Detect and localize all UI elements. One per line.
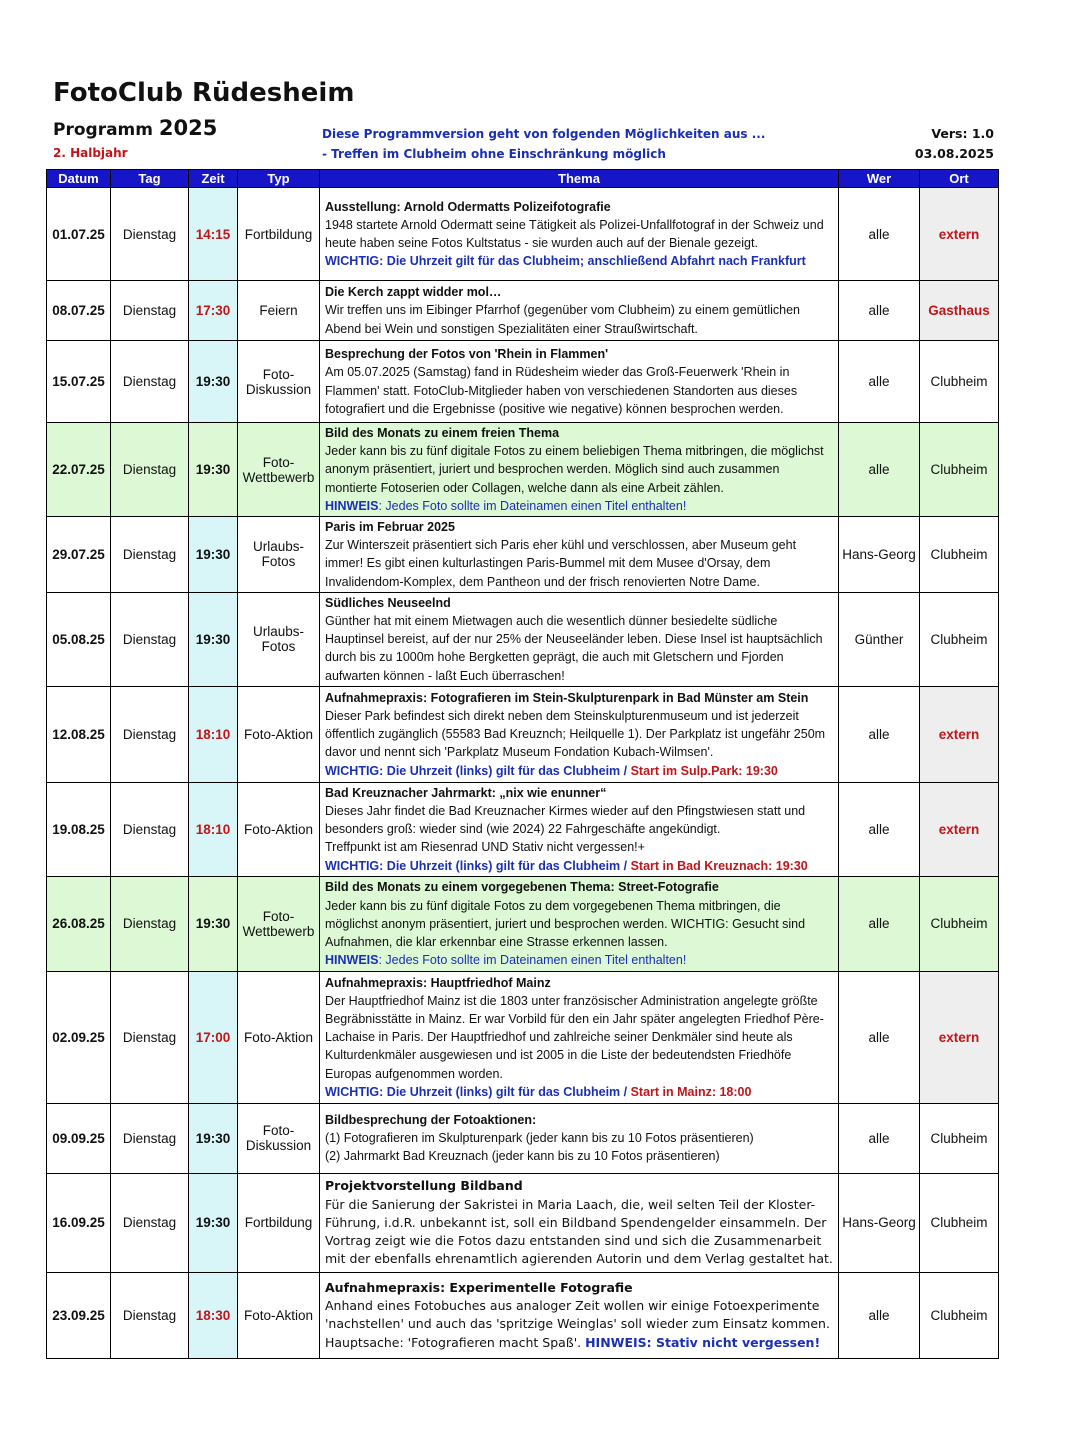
row-ort: extern	[920, 686, 999, 782]
table-header-row	[47, 170, 999, 188]
row-tag: Dienstag	[111, 876, 189, 971]
row-thema	[320, 1103, 839, 1173]
row-wer: alle	[839, 971, 920, 1103]
row-datum: 22.07.25	[47, 423, 111, 517]
col-header-zeit: Zeit	[189, 170, 238, 188]
row-zeit: 19:30	[189, 423, 238, 517]
thema-body: Wir treffen uns im Eibinger Pfarrhof (gegenüber vom Clubheim) zu einem gemütlichen Abend bei Wein und sonstigen Spezialitäten einer Straußwirtschaft.	[325, 303, 800, 336]
row-wer: alle	[839, 1272, 920, 1358]
row-ort: Clubheim	[920, 1103, 999, 1173]
row-typ: Foto-Aktion	[238, 782, 320, 876]
row-zeit: 14:15	[189, 188, 238, 281]
row-typ: Feiern	[238, 281, 320, 341]
row-tag: Dienstag	[111, 686, 189, 782]
table-row	[47, 592, 999, 686]
row-wer: alle	[839, 686, 920, 782]
note-label: HINWEIS	[325, 953, 379, 968]
row-datum: 08.07.25	[47, 281, 111, 341]
row-datum: 01.07.25	[47, 188, 111, 281]
row-typ: Foto-Aktion	[238, 1272, 320, 1358]
version-number: Vers: 1.0	[931, 126, 994, 141]
row-datum: 02.09.25	[47, 971, 111, 1103]
thema-title: Bad Kreuznacher Jahrmarkt: „nix wie enunner“	[325, 785, 607, 800]
row-zeit: 19:30	[189, 341, 238, 423]
thema-body: Dieses Jahr findet die Bad Kreuznacher Kirmes wieder auf den Pfingstwiesen statt und besonders groß: wieder sind (wie 2024) 22 Fahrgeschäfte angekündigt.	[325, 804, 806, 837]
note-label: WICHTIG	[325, 254, 380, 269]
note-text: : Die Uhrzeit (links) gilt für das Clubheim /	[379, 1084, 631, 1099]
thema-title: Projektvorstellung Bildband	[325, 1178, 523, 1194]
row-wer: Hans-Georg	[839, 517, 920, 593]
program-table	[46, 169, 999, 1359]
row-tag: Dienstag	[111, 1173, 189, 1272]
row-wer: Hans-Georg	[839, 1173, 920, 1272]
row-wer: alle	[839, 782, 920, 876]
thema-body: Für die Sanierung der Sakristei in Maria Laach, die, weil selten Teil der Kloster-Führung, i.d.R. unbekannt ist, soll ein Bildband Spendengelder einsammeln. Der Vortrag zeigt wie die Fotos dazu entstanden sind und sich die Zusammenarbeit mit der ebenfalls ehrenamtlich agierenden Autorin und dem Verlag gestaltet hat.	[325, 1196, 833, 1267]
row-tag: Dienstag	[111, 188, 189, 281]
row-ort: extern	[920, 971, 999, 1103]
typ-line2: Wettbewerb	[242, 469, 315, 485]
note-text: : Die Uhrzeit (links) gilt für das Clubheim /	[379, 858, 631, 873]
thema-body: Am 05.07.2025 (Samstag) fand in Rüdesheim wieder das Groß-Feuerwerk 'Rhein in Flammen' statt. FotoClub-Mitglieder haben von verschiedenen Standorten aus dieses fotografiert und die Ergebnisse (positive wie negative) können besprochen werden.	[325, 365, 798, 416]
thema-title: Ausstellung: Arnold Odermatts Polizeifotografie	[325, 199, 611, 214]
table-row	[47, 1173, 999, 1272]
thema-title: Bild des Monats zu einem freien Thema	[325, 426, 560, 440]
row-thema	[320, 876, 839, 971]
thema-body: Dieser Park befindest sich direkt neben dem Steinskulpturenmuseum und ist jederzeit öffentlich zugänglich (55583 Bad Kreuznch; Heilquelle 1). Der Parkplatz ist ungefähr 250m davor und nennt sich 'Parkplatz Museum Fondation Kubach-Wilmsen'.	[325, 709, 826, 760]
version-note-line1: Diese Programmversion geht von folgenden Möglichkeiten aus ...	[322, 127, 766, 141]
typ-line2: Wettbewerb	[242, 923, 315, 939]
row-wer: alle	[839, 876, 920, 971]
thema-note	[325, 762, 834, 780]
thema-body-2: Treffpunkt ist am Riesenrad UND Stativ nicht vergessen!+	[325, 840, 645, 855]
table-row	[47, 782, 999, 876]
note-start: Start in Bad Kreuznach: 19:30	[630, 858, 808, 873]
col-header-ort: Ort	[920, 170, 999, 188]
row-thema	[320, 782, 839, 876]
row-thema	[320, 517, 839, 593]
row-tag: Dienstag	[111, 281, 189, 341]
row-typ: Foto-Aktion	[238, 686, 320, 782]
row-wer: alle	[839, 423, 920, 517]
note-text: : Die Uhrzeit (links) gilt für das Clubheim /	[379, 763, 631, 778]
thema-title: Bild des Monats zu einem vorgegebenen Thema: Street-Fotografie	[325, 880, 719, 895]
row-wer: alle	[839, 281, 920, 341]
thema-body: Der Hauptfriedhof Mainz ist die 1803 unter französischer Administration angelegte größte Begräbnisstätte in Mainz. Er war Vorbild für den ein Jahr später angelegten Friedhof Père-Lachaise in Paris. Der Hauptfriedhof und zahlreiche seiner Denkmäler sind heute als Kulturdenkmäler ausgewiesen und ist 2005 in die Liste der bedeutendsten Friedhöfe Europas aufgenommen worden.	[325, 993, 824, 1081]
row-zeit: 18:10	[189, 782, 238, 876]
row-datum: 29.07.25	[47, 517, 111, 593]
typ-line1: Foto-	[262, 454, 295, 470]
row-typ: Fortbildung	[238, 1173, 320, 1272]
row-ort: Clubheim	[920, 341, 999, 423]
row-thema	[320, 686, 839, 782]
row-zeit: 17:30	[189, 281, 238, 341]
thema-title: Aufnahmepraxis: Fotografieren im Stein-Skulpturenpark in Bad Münster am Stein	[325, 690, 809, 705]
row-tag: Dienstag	[111, 517, 189, 593]
version-date: 03.08.2025	[914, 146, 994, 161]
row-typ	[238, 341, 320, 423]
row-thema	[320, 592, 839, 686]
thema-item-2: (2) Jahrmarkt Bad Kreuznach (jeder kann bis zu 10 Fotos präsentieren)	[325, 1149, 720, 1164]
table-row	[47, 423, 999, 517]
table-row	[47, 876, 999, 971]
note-start: Start im Sulp.Park: 19:30	[630, 763, 778, 778]
thema-body-text: Anhand eines Fotobuches aus analoger Zeit wollen wir einige Fotoexperimente 'nachstellen' und auch das 'spritzige Weinglas' soll wieder zum Einsatz kommen. Hauptsache: 'Fotografieren macht Spaß'.	[325, 1298, 830, 1350]
thema-body	[325, 1297, 834, 1352]
table-row	[47, 686, 999, 782]
row-typ: Foto-Aktion	[238, 971, 320, 1103]
thema-body: Zur Winterszeit präsentiert sich Paris eher kühl und verschlossen, aber Museum geht immer! Es gibt einen kulturlastingen Paris-Bummel mit dem Musee d'Orsay, dem Invalidendom-Komplex, dem Pantheon und der frisch renovierten Notre Dame.	[325, 538, 797, 589]
row-thema	[320, 341, 839, 423]
club-title: FotoClub Rüdesheim	[53, 78, 355, 108]
table-row	[47, 971, 999, 1103]
note-text: : Die Uhrzeit gilt für das Clubheim; anschließend Abfahrt nach Frankfurt	[379, 254, 806, 269]
typ-line1: Foto-	[262, 908, 295, 924]
typ-line2: Diskussion	[245, 1138, 312, 1154]
table-row	[47, 1103, 999, 1173]
thema-note	[325, 1083, 834, 1101]
row-wer: alle	[839, 341, 920, 423]
row-tag: Dienstag	[111, 971, 189, 1103]
thema-title: Bildbesprechung der Fotoaktionen:	[325, 1113, 537, 1128]
row-zeit: 19:30	[189, 592, 238, 686]
row-zeit: 19:30	[189, 876, 238, 971]
row-datum: 19.08.25	[47, 782, 111, 876]
row-thema	[320, 423, 839, 517]
program-year: 2025	[158, 116, 218, 140]
table-row	[47, 1272, 999, 1358]
row-datum: 23.09.25	[47, 1272, 111, 1358]
halbjahr-label: 2. Halbjahr	[53, 146, 128, 160]
thema-title: Die Kerch zappt widder mol…	[325, 285, 502, 300]
note-text: : Jedes Foto sollte im Dateinamen einen Titel enthalten!	[378, 498, 687, 513]
row-thema	[320, 1173, 839, 1272]
row-tag: Dienstag	[111, 1272, 189, 1358]
row-zeit: 17:00	[189, 971, 238, 1103]
row-typ: Urlaubs-Fotos	[238, 517, 320, 593]
thema-body: Jeder kann bis zu fünf digitale Fotos zu einem beliebigen Thema mitbringen, die möglichst anonym präsentiert, juriert und besprochen werden. Möglich sind auch zusammen montierte Fotoserien oder Collagen, welche dann als eine Arbeit zählen.	[325, 444, 824, 495]
note-label: WICHTIG	[325, 1084, 380, 1099]
row-typ	[238, 1103, 320, 1173]
thema-body: Günther hat mit einem Mietwagen auch die wesentlich dünner besiedelte südliche Hauptinsel bereist, auf der nur 25% der Neuseeländer leben. Diese Insel ist hauptsächlich durch bis zu 1000m hohe Bergketten geprägt, die auch mit Gletschern und Fjorden aufwarten können - laßt Euch überraschen!	[325, 614, 823, 683]
program-label: Programm	[53, 120, 153, 140]
row-thema	[320, 971, 839, 1103]
row-datum: 09.09.25	[47, 1103, 111, 1173]
row-tag: Dienstag	[111, 592, 189, 686]
thema-note	[325, 252, 834, 270]
thema-note	[325, 497, 834, 515]
table-row	[47, 341, 999, 423]
row-ort: Clubheim	[920, 1173, 999, 1272]
row-zeit: 19:30	[189, 517, 238, 593]
row-datum: 16.09.25	[47, 1173, 111, 1272]
note-start: Start in Mainz: 18:00	[630, 1084, 752, 1099]
table-row	[47, 188, 999, 281]
row-ort: extern	[920, 782, 999, 876]
row-thema	[320, 188, 839, 281]
row-zeit: 18:30	[189, 1272, 238, 1358]
row-ort: Clubheim	[920, 592, 999, 686]
row-ort: Gasthaus	[920, 281, 999, 341]
row-ort: Clubheim	[920, 876, 999, 971]
row-typ: Urlaubs-Fotos	[238, 592, 320, 686]
thema-title: Aufnahmepraxis: Hauptfriedhof Mainz	[325, 975, 551, 990]
row-tag: Dienstag	[111, 341, 189, 423]
version-note-line2: - Treffen im Clubheim ohne Einschränkung möglich	[322, 147, 666, 161]
row-wer: alle	[839, 188, 920, 281]
thema-note	[325, 857, 834, 875]
row-tag: Dienstag	[111, 1103, 189, 1173]
note-text: : Jedes Foto sollte im Dateinamen einen Titel enthalten!	[378, 953, 687, 968]
col-header-wer: Wer	[839, 170, 920, 188]
row-thema	[320, 281, 839, 341]
row-datum: 26.08.25	[47, 876, 111, 971]
note-label: WICHTIG	[325, 858, 380, 873]
thema-body: 1948 startete Arnold Odermatt seine Tätigkeit als Polizei-Unfallfotograf in der Schweiz und heute haben seine Fotos Kultstatus - sie wurden auch auf der Bienale gezeigt.	[325, 217, 824, 250]
thema-note	[325, 951, 834, 969]
row-typ	[238, 423, 320, 517]
row-thema	[320, 1272, 839, 1358]
thema-title: Besprechung der Fotos von 'Rhein in Flammen'	[325, 347, 609, 362]
program-heading	[53, 116, 217, 140]
row-ort: Clubheim	[920, 423, 999, 517]
thema-body: Jeder kann bis zu fünf digitale Fotos zu dem vorgegebenen Thema mitbringen, die möglichst anonym präsentiert, juriert und besprochen werden. WICHTIG: Gesucht sind Aufnahmen, die klar erkennbar eine Strasse erkennen lassen.	[325, 898, 806, 949]
row-zeit: 19:30	[189, 1103, 238, 1173]
row-wer: alle	[839, 1103, 920, 1173]
note-label: WICHTIG	[325, 763, 380, 778]
row-zeit: 19:30	[189, 1173, 238, 1272]
typ-line1: Foto-	[262, 1123, 295, 1139]
thema-title: Südliches Neuseelnd	[325, 595, 451, 610]
typ-line2: Diskussion	[245, 381, 312, 397]
table-row	[47, 517, 999, 593]
thema-item-1: (1) Fotografieren im Skulpturenpark (jeder kann bis zu 10 Fotos präsentieren)	[325, 1131, 754, 1146]
thema-note: HINWEIS: Stativ nicht vergessen!	[585, 1334, 821, 1350]
thema-title: Paris im Februar 2025	[325, 520, 455, 535]
typ-line1: Foto-	[262, 366, 295, 382]
row-ort: extern	[920, 188, 999, 281]
thema-title: Aufnahmepraxis: Experimentelle Fotografie	[325, 1279, 633, 1295]
note-label: HINWEIS	[325, 498, 379, 513]
row-typ	[238, 876, 320, 971]
col-header-thema: Thema	[320, 170, 839, 188]
table-row	[47, 281, 999, 341]
row-wer: Günther	[839, 592, 920, 686]
row-zeit: 18:10	[189, 686, 238, 782]
row-datum: 05.08.25	[47, 592, 111, 686]
row-datum: 12.08.25	[47, 686, 111, 782]
row-tag: Dienstag	[111, 782, 189, 876]
row-datum: 15.07.25	[47, 341, 111, 423]
row-ort: Clubheim	[920, 517, 999, 593]
row-typ: Fortbildung	[238, 188, 320, 281]
col-header-tag: Tag	[111, 170, 189, 188]
row-tag: Dienstag	[111, 423, 189, 517]
col-header-typ: Typ	[238, 170, 320, 188]
row-ort: Clubheim	[920, 1272, 999, 1358]
col-header-datum: Datum	[47, 170, 111, 188]
